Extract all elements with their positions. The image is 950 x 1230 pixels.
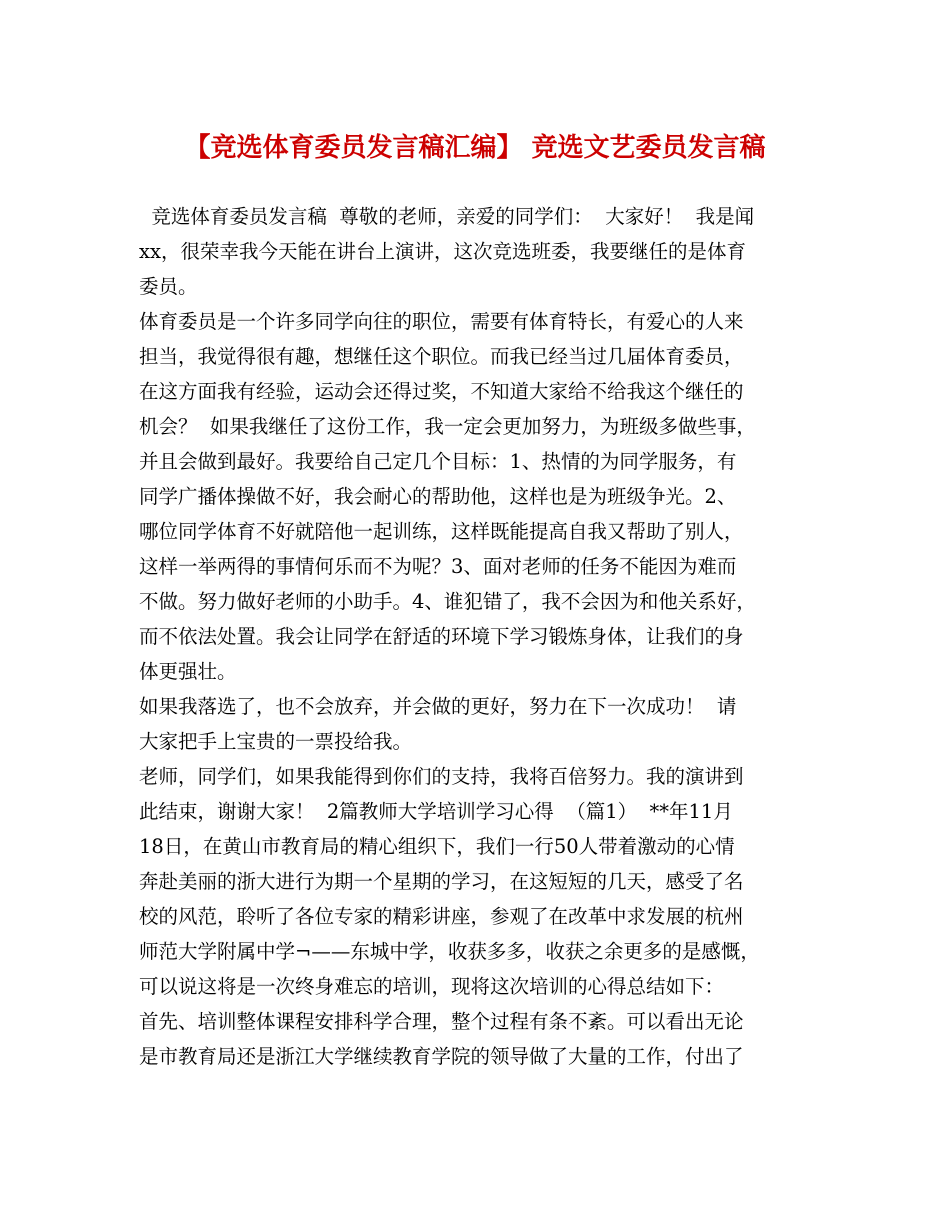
body-line: 委员。 [139,275,198,298]
body-line: 这样一举两得的事情何乐而不为呢？3、面对老师的任务不能因为难而 [139,555,737,578]
body-line: 不做。努力做好老师的小助手。4、谁犯错了，我不会因为和他关系好， [139,590,756,613]
body-line: 奔赴美丽的浙大进行为期一个星期的学习，在这短短的几天，感受了名 [139,870,744,893]
body-line: 师范大学附属中学¬——东城中学，收获多多，收获之余更多的是感慨， [139,940,760,963]
body-line: 机会？ 如果我继任了这份工作，我一定会更加努力，为班级多做些事， [139,415,756,438]
body-line: 如果我落选了，也不会放弃，并会做的更好，努力在下一次成功！ 请 [139,695,737,718]
body-line: xx，很荣幸我今天能在讲台上演讲，这次竞选班委，我要继任的是体育 [139,240,746,263]
body-line: 同学广播体操做不好，我会耐心的帮助他，这样也是为班级争光。2、 [139,485,737,508]
body-line: 首先、培训整体课程安排科学合理，整个过程有条不紊。可以看出无论 [139,1010,744,1033]
body-line: 而不依法处置。我会让同学在舒适的环境下学习锻炼身体，让我们的身 [139,625,744,648]
body-line: 可以说这将是一次终身难忘的培训，现将这次培训的心得总结如下： [139,975,725,998]
body-line: 在这方面我有经验，运动会还得过奖，不知道大家给不给我这个继任的 [139,380,744,403]
body-line: 是市教育局还是浙江大学继续教育学院的领导做了大量的工作，付出了 [139,1045,744,1068]
body-line: 担当，我觉得很有趣，想继任这个职位。而我已经当过几届体育委员， [139,345,744,368]
body-line: 哪位同学体育不好就陪他一起训练，这样既能提高自我又帮助了别人， [139,520,744,543]
body-line: 竞选体育委员发言稿 尊敬的老师，亲爱的同学们： 大家好！ 我是闻 [139,205,755,228]
body-line: 校的风范，聆听了各位专家的精彩讲座，参观了在改革中求发展的杭州 [139,905,744,928]
body-line: 体更强壮。 [139,660,237,683]
body-line: 并且会做到最好。我要给自己定几个目标：1、热情的为同学服务，有 [139,450,737,473]
document-body [139,199,829,1074]
body-line: 老师，同学们，如果我能得到你们的支持，我将百倍努力。我的演讲到 [139,765,744,788]
body-line: 体育委员是一个许多同学向往的职位，需要有体育特长，有爱心的人来 [139,310,744,333]
body-line: 此结束，谢谢大家！ 2篇教师大学培训学习心得 （篇1） **年11月 [139,800,733,823]
body-line: 大家把手上宝贵的一票投给我。 [139,730,413,753]
body-line: 18日，在黄山市教育局的精心组织下，我们一行50人带着激动的心情 [139,835,735,858]
document-title: 【竞选体育委员发言稿汇编】 竞选文艺委员发言稿 [184,133,766,163]
